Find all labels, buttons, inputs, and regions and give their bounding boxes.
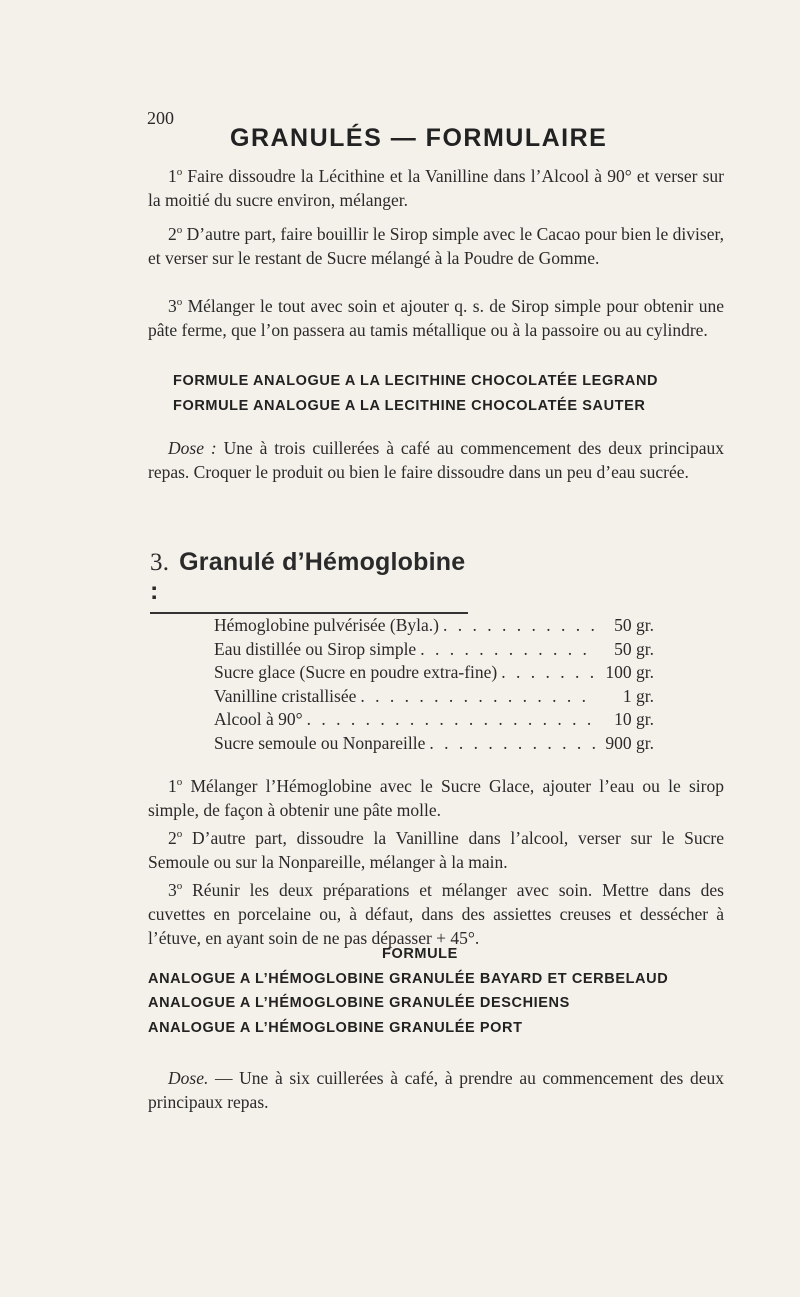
- step-number: 2: [168, 223, 177, 244]
- dose-text: — Une à six cuillerées à café, à prendre au commencement des deux principaux repas.: [148, 1068, 724, 1112]
- step-paragraph: [148, 874, 724, 950]
- ingredient-row: [214, 733, 654, 757]
- ingredient-row: [214, 662, 654, 686]
- step-text: D’autre part, faire bouillir le Sirop simple avec le Cacao pour bien le diviser, et verser sur le restant de Sucre mélangé à la Poudre de Gomme.: [148, 223, 724, 268]
- ingredient-quantity: 10 gr.: [614, 709, 654, 729]
- ingredient-row: [214, 686, 654, 710]
- step-number: 2: [168, 827, 177, 848]
- dose-paragraph: [148, 1066, 724, 1114]
- step-text: Mélanger l’Hémoglobine avec le Sucre Glace, ajouter l’eau ou le sirop simple, de façon à obtenir une pâte molle.: [148, 775, 724, 820]
- step-number: 1: [168, 165, 177, 186]
- ingredient-name: Vanilline cristallisée: [214, 685, 357, 706]
- section-title: [150, 548, 468, 614]
- ingredient-quantity: 50 gr.: [614, 638, 654, 659]
- leader-dots: [501, 662, 596, 683]
- section-title-text: Granulé d’Hémoglobine :: [150, 548, 466, 605]
- leader-dots: [429, 733, 596, 754]
- step-paragraph: [148, 770, 724, 822]
- dose-label: Dose :: [168, 438, 217, 458]
- step-text: D’autre part, dissoudre la Vanilline dans l’alcool, verser sur le Sucre Semoule ou sur la Nonpareille, mélanger à la main.: [148, 827, 724, 872]
- page-number: 200: [147, 108, 174, 128]
- ingredient-name: Alcool à 90°: [214, 709, 303, 729]
- analogue-formula-line: FORMULE ANALOGUE A LA LECITHINE CHOCOLATÉE LEGRAND: [173, 373, 659, 389]
- step-text: Faire dissoudre la Lécithine et la Vanilline dans l’Alcool à 90° et verser sur la moitié du sucre environ, mélanger.: [148, 165, 724, 210]
- analogue-formula-line: ANALOGUE A L’HÉMOGLOBINE GRANULÉE DESCHIENS: [148, 995, 570, 1011]
- running-title: GRANULÉS — FORMULAIRE: [230, 124, 608, 152]
- dose-paragraph: [148, 436, 724, 484]
- ordinal-mark: o: [176, 776, 183, 788]
- step-number: 1: [168, 775, 177, 796]
- step-paragraph: [148, 218, 724, 270]
- dose-label: Dose.: [168, 1068, 209, 1088]
- dose-text: Une à trois cuillerées à café au commencement des deux principaux repas. Croquer le produit ou bien le faire dissoudre dans un peu d’eau sucrée.: [148, 438, 725, 482]
- section-number: 3.: [150, 549, 170, 576]
- step-text: Mélanger le tout avec soin et ajouter q. s. de Sirop simple pour obtenir une pâte ferme, que l’on passera au tamis métallique ou à la passoire ou au cylindre.: [148, 295, 724, 340]
- ordinal-mark: o: [176, 880, 183, 892]
- step-text: Réunir les deux préparations et mélanger avec soin. Mettre dans des cuvettes en porcelaine ou, à défaut, dans des assiettes creuses et dessécher à l’étuve, en ayant soin de ne pas dépasser + 45°.: [148, 879, 724, 948]
- step-paragraph: [148, 160, 724, 212]
- ingredient-row: [214, 709, 654, 733]
- ingredient-name: Sucre glace (Sucre en poudre extra-fine): [214, 662, 498, 682]
- step-paragraph: [148, 290, 724, 342]
- ordinal-mark: o: [176, 828, 183, 840]
- ingredient-name: Sucre semoule ou Nonpareille: [214, 732, 426, 753]
- ingredient-row: [214, 639, 654, 663]
- step-number: 3: [168, 879, 177, 900]
- ingredient-quantity: 900 gr.: [605, 732, 654, 753]
- ingredient-name: Hémoglobine pulvérisée (Byla.): [214, 615, 440, 635]
- ordinal-mark: o: [176, 224, 183, 236]
- step-paragraph: [148, 822, 724, 874]
- ordinal-mark: o: [176, 296, 183, 308]
- ordinal-mark: o: [176, 166, 183, 178]
- ingredient-quantity: 100 gr.: [605, 662, 654, 682]
- ingredient-list: [214, 615, 654, 756]
- ingredient-row: [214, 615, 654, 639]
- formule-heading: FORMULE: [382, 946, 458, 962]
- leader-dots: [360, 686, 596, 707]
- leader-dots: [307, 709, 596, 730]
- leader-dots: [443, 615, 596, 636]
- ingredient-quantity: 50 gr.: [614, 615, 654, 635]
- leader-dots: [420, 639, 596, 660]
- ingredient-quantity: 1 gr.: [622, 685, 654, 706]
- ingredient-name: Eau distillée ou Sirop simple: [214, 638, 417, 659]
- analogue-formula-line: FORMULE ANALOGUE A LA LECITHINE CHOCOLATÉE SAUTER: [173, 398, 646, 414]
- analogue-formula-line: ANALOGUE A L’HÉMOGLOBINE GRANULÉE BAYARD ET CERBELAUD: [148, 971, 669, 987]
- step-number: 3: [168, 295, 177, 316]
- analogue-formula-line: ANALOGUE A L’HÉMOGLOBINE GRANULÉE PORT: [148, 1020, 523, 1036]
